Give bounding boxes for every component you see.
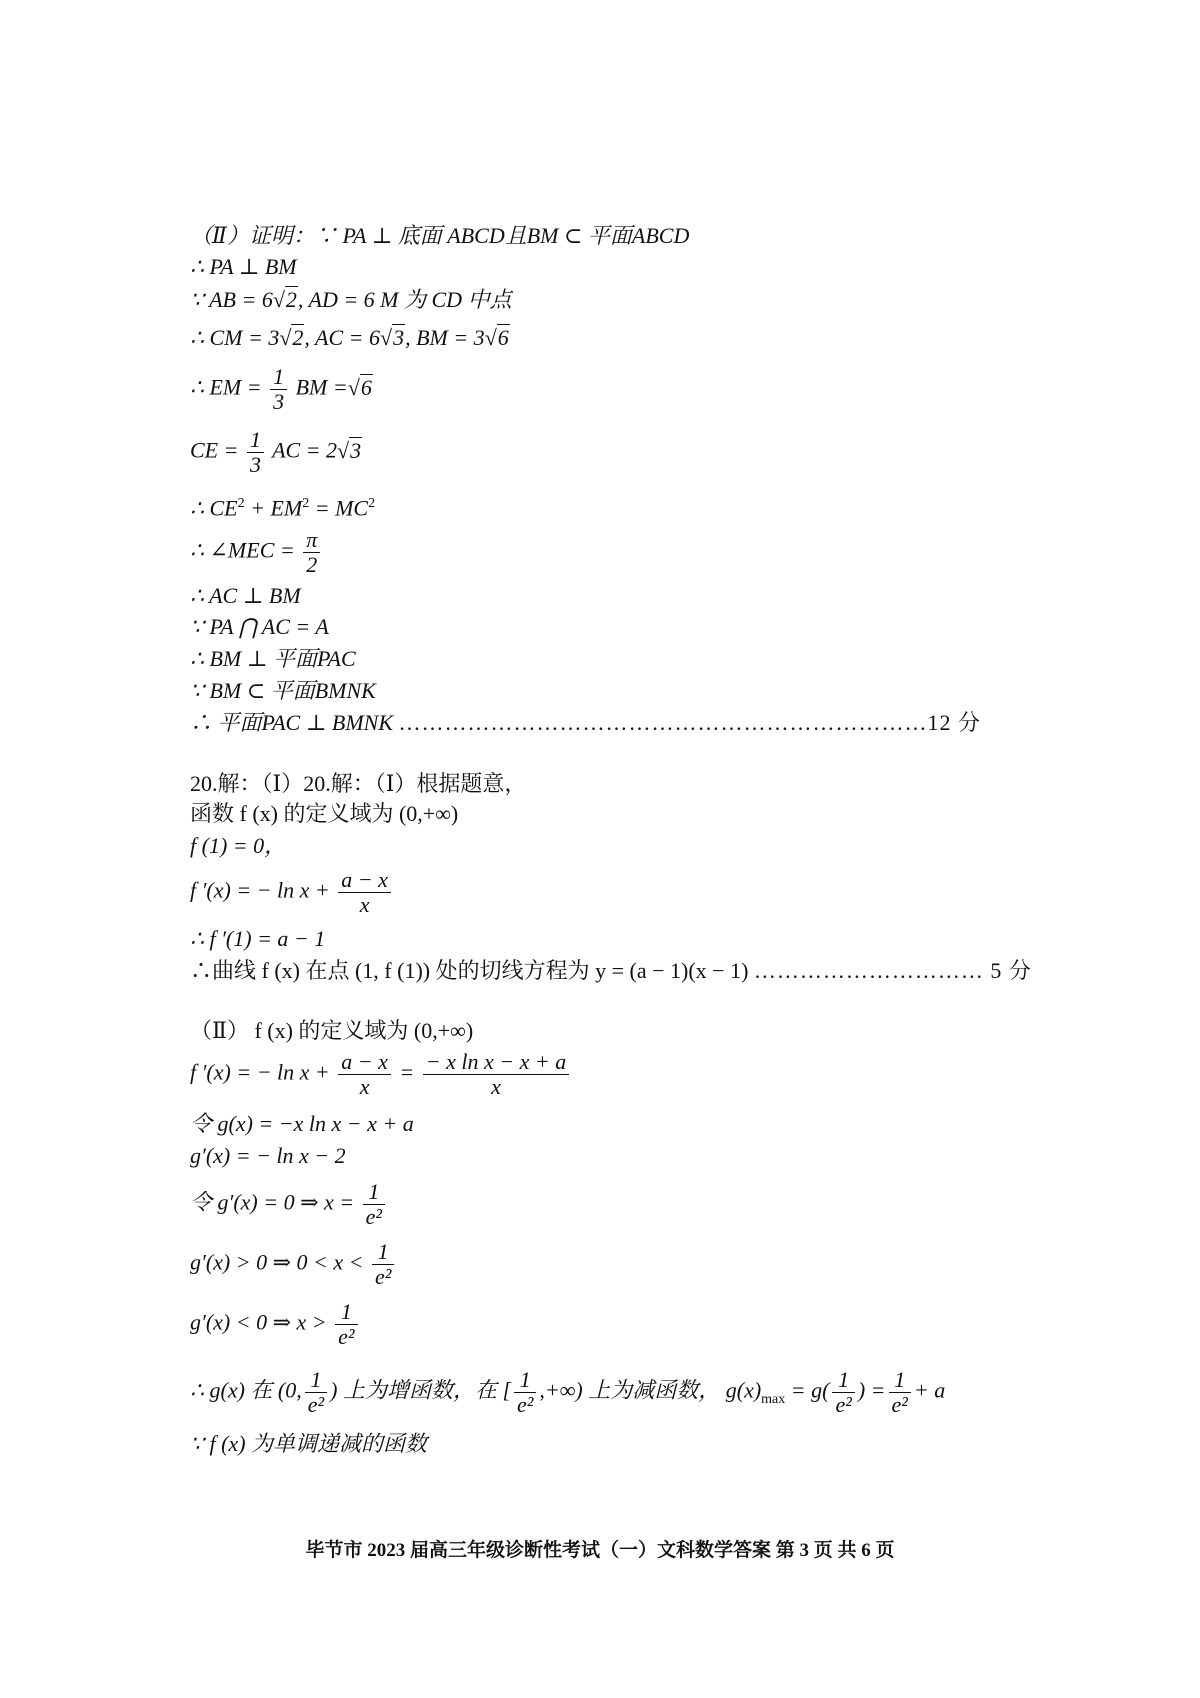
proof-line-12: ∵ BM ⊂ 平面BMNK [190, 678, 376, 703]
q20-line-1: 20.解：（Ⅰ）20.解：（Ⅰ）根据题意， [190, 771, 527, 796]
q20-line-5: ∴ f ′(1) = a − 1 [190, 926, 326, 951]
q20p2-line-5: 令 g′(x) = 0 ⇒ x = $\frac{1}{\text{e²}}$ [190, 1180, 388, 1229]
proof-line-13: ∴ 平面PAC ⊥ BMNK ……………………………………………………………12 分 [190, 710, 982, 735]
sqrt-symbol: √2 [272, 287, 297, 312]
q20-line-3: f (1) = 0， [190, 833, 287, 858]
q20p2-line-8: ∴ g(x) 在 (0, $\frac{1}{\text{e²}}$ ) 上为增函数，在 [ $\frac{1}{\text{e²}}$ ,+∞) 上为减函数， $g(x)_{max} = g$( $\frac{1}{\text{e²}}$ ) = $\frac{1}{\text{e²}}$ + a [190, 1367, 946, 1417]
proof-line-3: ∵ AB = 6√2, AD = 6 M 为 CD 中点 [190, 287, 512, 312]
page-footer: 毕节市 2023 届高三年级诊断性考试（一）文科数学答案 第 3 页 共 6 页 [305, 1540, 895, 1561]
proof-line-11: ∴ BM ⊥ 平面PAC [190, 646, 356, 671]
q20p2-line-2: f ′(x) = − ln x + $\frac{a - x}{x}$ = $\frac{\text{− x ln x − x + a}}{x}$ [190, 1050, 572, 1099]
fraction: $\frac{1}{3}$ [270, 365, 287, 414]
q20p2-line-4: g′(x) = − ln x − 2 [190, 1143, 346, 1168]
q20p2-line-3: 令 g(x) = −x ln x − x + a [190, 1111, 414, 1136]
q20-line-6: ∴曲线 f (x) 在点 (1, f (1)) 处的切线方程为 y = (a − 1)(x − 1) ………………………… 5 分 [190, 958, 1032, 983]
q20p2-line-6: g′(x) > 0 ⇒ 0 < x < $\frac{1}{\text{e²}}$ [190, 1240, 397, 1289]
proof-line-7: ∴ $CE^2 + EM^2 = MC^2$ [190, 495, 376, 521]
proof-line-4: ∴ CM = 3√2, AC = 6√3, BM = 3√6 [190, 325, 509, 350]
proof-line-8: ∴ ∠MEC = $\frac{\pi}{2}$ [190, 528, 323, 577]
q20p2-line-9: ∵ f (x) 为单调递减的函数 [190, 1431, 428, 1456]
proof-line-9: ∴ AC ⊥ BM [190, 583, 301, 608]
proof-line-10: ∵ PA ⋂ AC = A [190, 614, 329, 639]
score-12: ……………………………………………………………12 分 [398, 710, 982, 735]
score-5: ………………………… 5 分 [753, 958, 1032, 983]
q20-line-4: f ′(x) = − ln x + $\frac{a - x}{x}$ [190, 868, 394, 917]
proof-line-5: ∴ EM = $\frac{1}{3}$ BM =√6 [190, 364, 372, 414]
proof-line-2: ∴ PA ⊥ BM [190, 254, 297, 279]
proof-line-1: （Ⅱ）证明：∵ PA ⊥ 底面 ABCD且BM ⊂ 平面ABCD [190, 223, 690, 248]
q20-line-2: 函数 f (x) 的定义域为 (0,+∞) [190, 801, 459, 826]
q20p2-line-1: （Ⅱ） f (x) 的定义域为 (0,+∞) [190, 1018, 474, 1043]
q20p2-line-7: g′(x) < 0 ⇒ x > $\frac{1}{\text{e²}}$ [190, 1300, 361, 1349]
proof-line-6: CE = $\frac{1}{3}$ AC = 2√3 [190, 427, 362, 477]
